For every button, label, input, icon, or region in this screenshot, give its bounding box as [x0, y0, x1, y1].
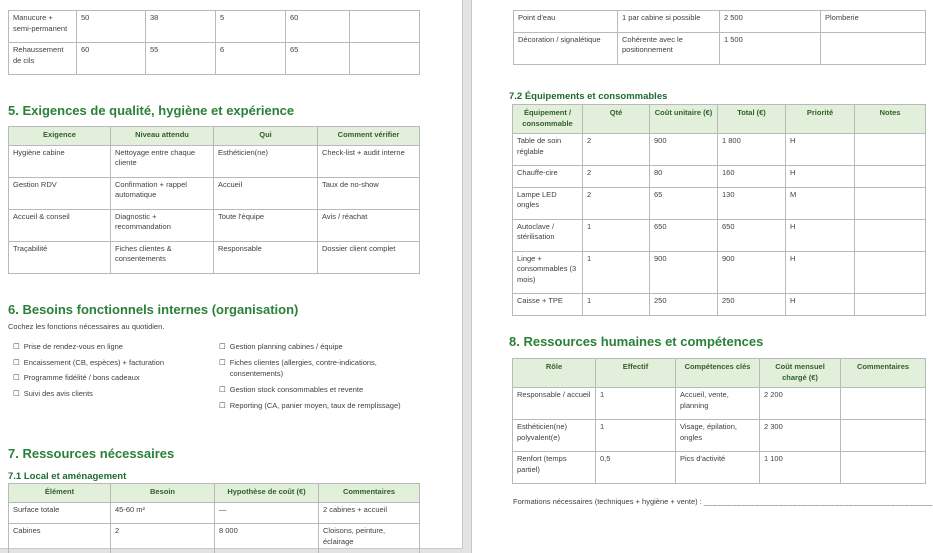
table-cell	[350, 43, 420, 75]
table-cell: 0,5	[596, 452, 676, 484]
checkbox-item[interactable]	[219, 400, 414, 412]
table-cell	[855, 187, 926, 219]
table-cell: 80	[650, 166, 718, 188]
table-row	[513, 219, 926, 251]
table-cell: Taux de no-show	[318, 177, 420, 209]
table-cell: M	[786, 187, 855, 219]
table-cell: Responsable	[214, 241, 318, 273]
local-amenagement-table	[8, 483, 420, 553]
table-cell: Avis / réachat	[318, 209, 420, 241]
table-cell: 1	[596, 420, 676, 452]
column-header: Compétences clés	[676, 359, 760, 388]
table-cell: Fiches clientes & consentements	[111, 241, 214, 273]
checkbox-item[interactable]	[219, 341, 414, 353]
table-row	[9, 241, 420, 273]
section5-title: 5. Exigences de qualité, hygiène et expérience	[8, 103, 295, 118]
table-cell: 1 par cabine si possible	[618, 11, 720, 33]
column-header: Qui	[214, 127, 318, 146]
table-cell: 1	[583, 251, 650, 294]
table-row	[9, 11, 420, 43]
column-header: Qté	[583, 105, 650, 134]
table-cell: 250	[718, 294, 786, 316]
table-cell: —	[215, 502, 319, 524]
table-cell: 2 500	[720, 11, 821, 33]
column-header: Hypothèse de coût (€)	[215, 484, 319, 503]
table-row	[513, 251, 926, 294]
table-cell: 65	[650, 187, 718, 219]
page-right	[471, 0, 933, 553]
table-cell	[841, 420, 926, 452]
column-header: Effectif	[596, 359, 676, 388]
table-cell: 2 300	[760, 420, 841, 452]
table-cell: 1	[583, 294, 650, 316]
column-header: Coût mensuel chargé (€)	[760, 359, 841, 388]
table-cell: Responsable / accueil	[513, 388, 596, 420]
checkbox-item[interactable]	[219, 357, 414, 380]
checkbox-label: Prise de rendez-vous en ligne	[23, 342, 123, 351]
table-cell: 2	[583, 134, 650, 166]
table-cell: Traçabilité	[9, 241, 111, 273]
table-cell	[350, 11, 420, 43]
section71-title: 7.1 Local et aménagement	[8, 471, 127, 482]
table-cell: Dossier client complet	[318, 241, 420, 273]
table-cell: 2	[583, 166, 650, 188]
table-cell: Manucure + semi-permanent	[9, 11, 77, 43]
table-row	[9, 145, 420, 177]
local-table-fragment	[513, 10, 926, 65]
table-cell: Linge + consommables (3 mois)	[513, 251, 583, 294]
checkbox-item[interactable]	[13, 388, 218, 400]
table-row	[513, 166, 926, 188]
table-cell: 5	[216, 11, 286, 43]
table-row	[513, 187, 926, 219]
checkbox-label: Programme fidélité / bons cadeaux	[23, 373, 140, 383]
checkbox-icon[interactable]: ☐	[13, 373, 20, 383]
equipements-consommables-table	[512, 104, 926, 316]
checkbox-label: Fiches clientes (allergies, contre-indications, consentements)	[229, 357, 377, 379]
checkbox-label: Gestion stock consommables et revente	[229, 384, 364, 394]
checkbox-column-right	[219, 341, 414, 415]
table-cell: H	[786, 134, 855, 166]
formations-blank-field[interactable]: _________________________________________________	[703, 497, 933, 506]
checkbox-column-left	[13, 341, 218, 415]
checkbox-icon[interactable]: ☐	[13, 342, 20, 351]
checkbox-icon[interactable]: ☐	[13, 388, 20, 398]
table-row	[513, 294, 926, 316]
table-cell: 2	[111, 524, 215, 553]
table-cell	[821, 32, 926, 64]
table-cell: Rehaussement de cils	[9, 43, 77, 75]
column-header: Équipement / consommable	[513, 105, 583, 134]
table-cell: Cloisons, peinture, éclairage	[319, 524, 420, 553]
table-row	[514, 32, 926, 64]
table-cell	[841, 452, 926, 484]
table-cell: H	[786, 294, 855, 316]
table-cell: 6	[216, 43, 286, 75]
table-cell: Visage, épilation, ongles	[676, 420, 760, 452]
checkbox-icon[interactable]: ☐	[219, 384, 226, 394]
table-row	[513, 452, 926, 484]
table-cell: H	[786, 219, 855, 251]
column-header: Priorité	[786, 105, 855, 134]
table-cell: 65	[286, 43, 350, 75]
column-header: Exigence	[9, 127, 111, 146]
table-row	[513, 420, 926, 452]
table-cell: Renfort (temps partiel)	[513, 452, 596, 484]
column-header: Besoin	[111, 484, 215, 503]
table-row	[513, 134, 926, 166]
table-cell: 1 100	[760, 452, 841, 484]
column-header: Niveau attendu	[111, 127, 214, 146]
table-cell: Décoration / signalétique	[514, 32, 618, 64]
table-cell: Surface totale	[9, 502, 111, 524]
table-row	[9, 524, 420, 553]
table-cell: Accueil	[214, 177, 318, 209]
table-cell: Check-list + audit interne	[318, 145, 420, 177]
checkbox-icon[interactable]: ☐	[219, 357, 226, 367]
checkbox-icon[interactable]: ☐	[13, 357, 20, 367]
table-cell: 2 200	[760, 388, 841, 420]
table-cell: Diagnostic + recommandation	[111, 209, 214, 241]
table-cell: H	[786, 166, 855, 188]
functional-needs-checkbox-grid	[13, 341, 414, 415]
table-row	[513, 388, 926, 420]
table-cell	[855, 134, 926, 166]
table-cell: Esthéticien(ne)	[214, 145, 318, 177]
table-cell: Esthéticien(ne) polyvalent(e)	[513, 420, 596, 452]
table-cell: 50	[77, 11, 146, 43]
checkbox-item[interactable]	[219, 384, 414, 396]
table-cell: 2	[583, 187, 650, 219]
checkbox-label: Reporting (CA, panier moyen, taux de remplissage)	[229, 400, 401, 410]
table-cell	[855, 166, 926, 188]
column-header: Total (€)	[718, 105, 786, 134]
table-cell: Confirmation + rappel automatique	[111, 177, 214, 209]
table-cell: Accueil, vente, planning	[676, 388, 760, 420]
table-cell: H	[786, 251, 855, 294]
section72-title: 7.2 Équipements et consommables	[509, 91, 668, 102]
table-cell: Toute l'équipe	[214, 209, 318, 241]
table-cell: 45-60 m²	[111, 502, 215, 524]
column-header: Commentaires	[841, 359, 926, 388]
table-cell: Nettoyage entre chaque cliente	[111, 145, 214, 177]
table-cell: 650	[718, 219, 786, 251]
section8-title: 8. Ressources humaines et compétences	[509, 334, 764, 349]
table-cell: Gestion RDV	[9, 177, 111, 209]
table-cell: Autoclave / stérilisation	[513, 219, 583, 251]
checkbox-item[interactable]	[13, 372, 218, 384]
table-cell: Point d'eau	[514, 11, 618, 33]
table-cell: 2 cabines + accueil	[319, 502, 420, 524]
table-cell: Caisse + TPE	[513, 294, 583, 316]
table-cell: 900	[650, 134, 718, 166]
page-left	[0, 0, 463, 549]
table-cell: Accueil & conseil	[9, 209, 111, 241]
ressources-humaines-table	[512, 358, 926, 484]
table-row	[9, 43, 420, 75]
table-row	[9, 209, 420, 241]
table-cell: Lampe LED ongles	[513, 187, 583, 219]
table-cell: 250	[650, 294, 718, 316]
table-cell: 60	[286, 11, 350, 43]
table-cell: 900	[718, 251, 786, 294]
table-cell: 1	[596, 388, 676, 420]
column-header: Élément	[9, 484, 111, 503]
table-cell: 8 000	[215, 524, 319, 553]
section6-subtitle: Cochez les fonctions nécessaires au quotidien.	[8, 322, 165, 331]
table-cell	[855, 219, 926, 251]
section6-title: 6. Besoins fonctionnels internes (organisation)	[8, 302, 299, 317]
formations-label: Formations nécessaires (techniques + hygiène + vente) :	[513, 497, 702, 506]
table-cell: Chauffe-cire	[513, 166, 583, 188]
table-cell: 60	[77, 43, 146, 75]
checkbox-label: Gestion planning cabines / équipe	[229, 342, 343, 351]
table-cell: 900	[650, 251, 718, 294]
table-row	[9, 502, 420, 524]
table-cell: Cabines	[9, 524, 111, 553]
services-table-fragment	[8, 10, 420, 75]
column-header: Notes	[855, 105, 926, 134]
table-cell: 38	[146, 11, 216, 43]
column-header: Coût unitaire (€)	[650, 105, 718, 134]
checkbox-icon[interactable]: ☐	[219, 400, 226, 410]
table-cell: Cohérente avec le positionnement	[618, 32, 720, 64]
table-cell	[855, 251, 926, 294]
checkbox-label: Suivi des avis clients	[23, 388, 93, 398]
table-cell: Table de soin réglable	[513, 134, 583, 166]
table-cell: 1 500	[720, 32, 821, 64]
table-cell: Pics d'activité	[676, 452, 760, 484]
table-cell: 55	[146, 43, 216, 75]
table-cell	[855, 294, 926, 316]
column-header: Comment vérifier	[318, 127, 420, 146]
table-row	[9, 177, 420, 209]
table-cell: 130	[718, 187, 786, 219]
column-header: Rôle	[513, 359, 596, 388]
formations-line	[513, 497, 933, 506]
checkbox-label: Encaissement (CB, espèces) + facturation	[23, 357, 165, 367]
table-cell: 650	[650, 219, 718, 251]
table-cell: 1	[583, 219, 650, 251]
table-cell: Hygiène cabine	[9, 145, 111, 177]
checkbox-item[interactable]	[13, 341, 218, 353]
quality-requirements-table	[8, 126, 420, 274]
table-cell: 1 800	[718, 134, 786, 166]
table-cell: Plomberie	[821, 11, 926, 33]
checkbox-icon[interactable]: ☐	[219, 342, 226, 351]
checkbox-item[interactable]	[13, 357, 218, 369]
table-cell	[841, 388, 926, 420]
column-header: Commentaires	[319, 484, 420, 503]
section7-title: 7. Ressources nécessaires	[8, 446, 175, 461]
table-cell: 160	[718, 166, 786, 188]
table-row	[514, 11, 926, 33]
